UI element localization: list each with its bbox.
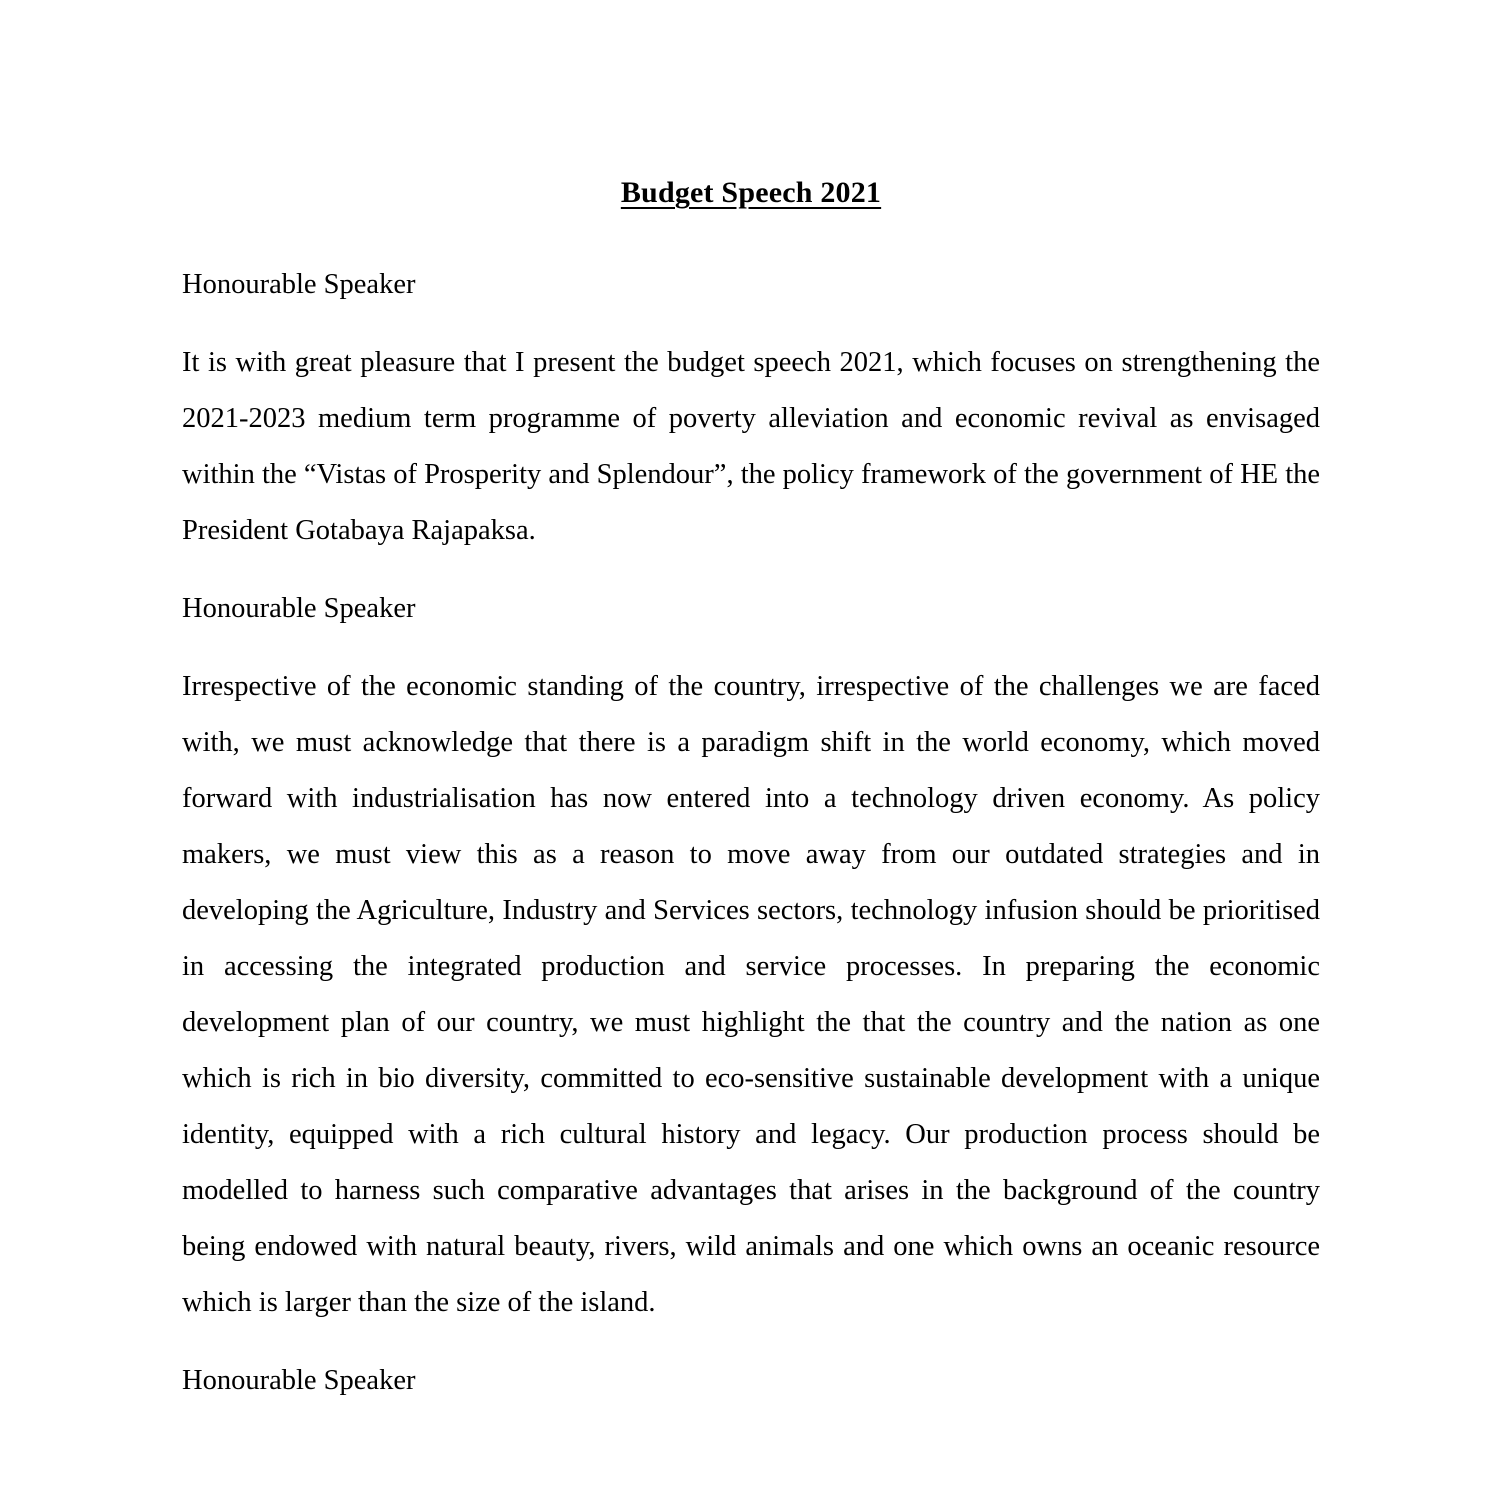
- salutation-2: Honourable Speaker: [182, 593, 416, 624]
- document-text-column: [182, 175, 1320, 1409]
- page-title-text: Budget Speech 2021: [620, 176, 882, 209]
- page-title: [182, 175, 1320, 211]
- salutation-3: Honourable Speaker: [182, 1365, 416, 1396]
- paragraph-2: Irrespective of the economic standing of the country, irrespective of the challenges we are faced with, we must acknowledge that there is a paradigm shift in the world economy, which moved forward with industrialisation has now entered into a technology driven economy. As policy makers, we must view this as a reason to move away from our outdated strategies and in developing the Agriculture, Industry and Services sectors, technology infusion should be prioritised in accessing the integrated production and service processes. In preparing the economic development plan of our country, we must highlight the that the country and the nation as one which is rich in bio diversity, committed to eco-sensitive sustainable development with a unique identity, equipped with a rich cultural history and legacy. Our production process should be modelled to harness such comparative advantages that arises in the background of the country being endowed with natural beauty, rivers, wild animals and one which owns an oceanic resource which is larger than the size of the island.: [182, 671, 1320, 1318]
- paragraph-1: It is with great pleasure that I present the budget speech 2021, which focuses on strengthening the 2021-2023 medium term programme of poverty alleviation and economic revival as envisaged within the “Vistas of Prosperity and Splendour”, the policy framework of the government of HE the President Gotabaya Rajapaksa.: [182, 347, 1321, 546]
- salutation-1: Honourable Speaker: [182, 269, 416, 300]
